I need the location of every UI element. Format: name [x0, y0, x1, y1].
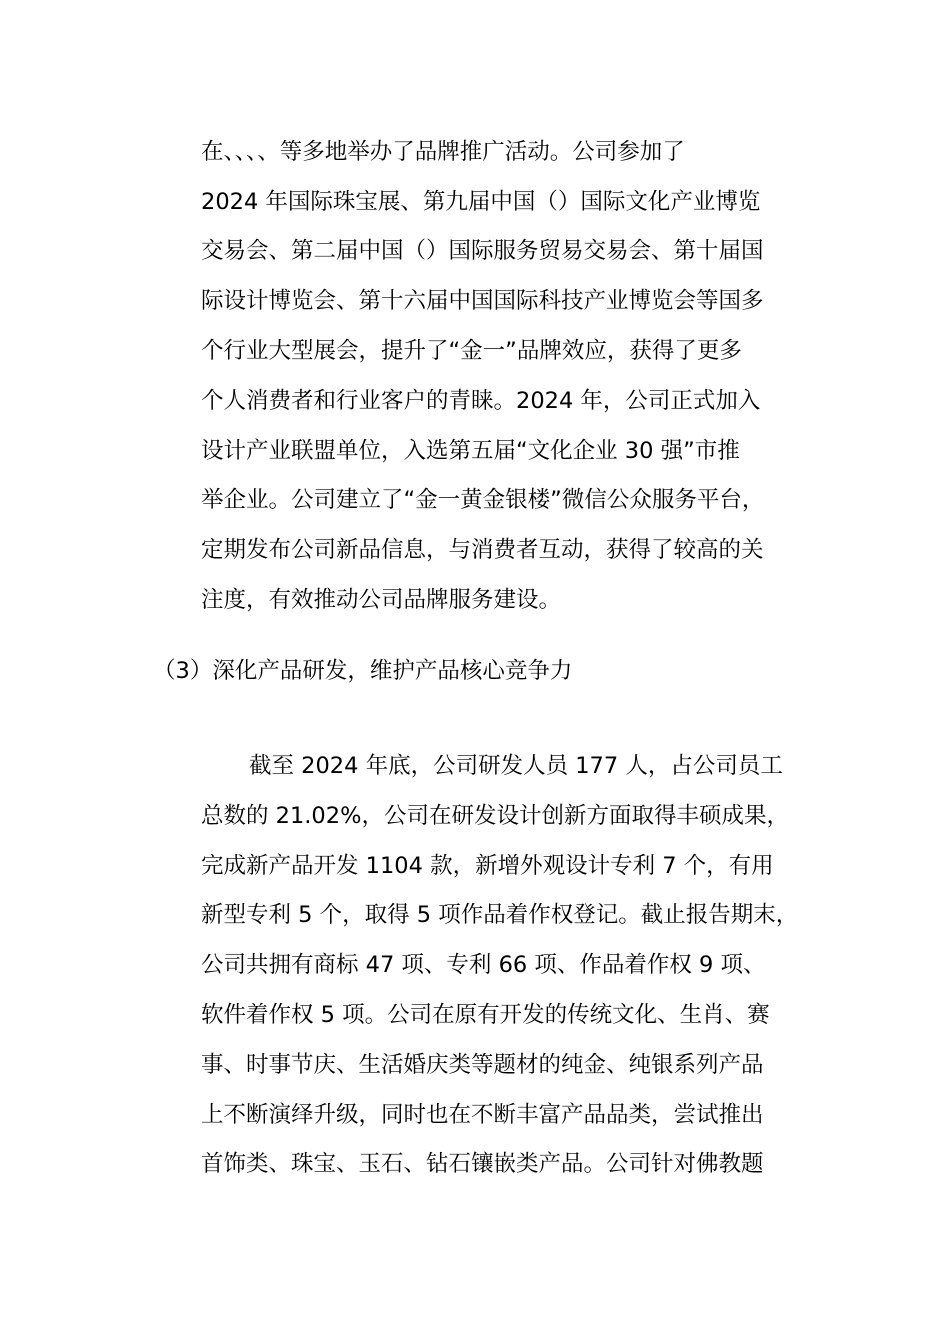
- section-heading: （3）深化产品研发，维护产品核心竞争力: [153, 658, 573, 684]
- paragraph-line: 交易会、第二届中国（）国际服务贸易交易会、第十届国: [201, 238, 764, 264]
- paragraph-line: 完成新产品开发 1104 款，新增外观设计专利 7 个，有用: [201, 853, 774, 879]
- paragraph-line: 举企业。公司建立了“金一黄金银楼”微信公众服务平台，: [201, 487, 765, 513]
- paragraph-line: 总数的 21.02%，公司在研发设计创新方面取得丰硕成果，: [201, 803, 789, 829]
- paragraph-line: 注度，有效推动公司品牌服务建设。: [201, 587, 562, 613]
- paragraph-line: 事、时事节庆、生活婚庆类等题材的纯金、纯银系列产品: [201, 1052, 764, 1078]
- paragraph-line: 在、、、、等多地举办了品牌推广活动。公司参加了: [201, 139, 685, 165]
- paragraph-line: 截至 2024 年底，公司研发人员 177 人，占公司员工: [249, 753, 783, 779]
- paragraph-line: 个行业大型展会，提升了“金一”品牌效应，获得了更多: [201, 338, 742, 364]
- paragraph-line: 2024 年国际珠宝展、第九届中国（）国际文化产业博览: [201, 189, 761, 215]
- paragraph-line: 上不断演绎升级，同时也在不断丰富产品品类，尝试推出: [201, 1102, 764, 1128]
- paragraph-line: 际设计博览会、第十六届中国国际科技产业博览会等国多: [201, 288, 764, 314]
- paragraph-line: 个人消费者和行业客户的青睐。2024 年，公司正式加入: [201, 388, 761, 414]
- paragraph-line: 新型专利 5 个，取得 5 项作品着作权登记。截止报告期末，: [201, 902, 799, 928]
- paragraph-line: 公司共拥有商标 47 项、专利 66 项、作品着作权 9 项、: [201, 952, 766, 978]
- paragraph-line: 首饰类、珠宝、玉石、钻石镶嵌类产品。公司针对佛教题: [201, 1151, 764, 1177]
- paragraph-line: 软件着作权 5 项。公司在原有开发的传统文化、生肖、赛: [201, 1002, 770, 1028]
- paragraph-line: 设计产业联盟单位，入选第五届“文化企业 30 强”市推: [201, 438, 740, 464]
- paragraph-line: 定期发布公司新品信息，与消费者互动，获得了较高的关: [201, 537, 764, 563]
